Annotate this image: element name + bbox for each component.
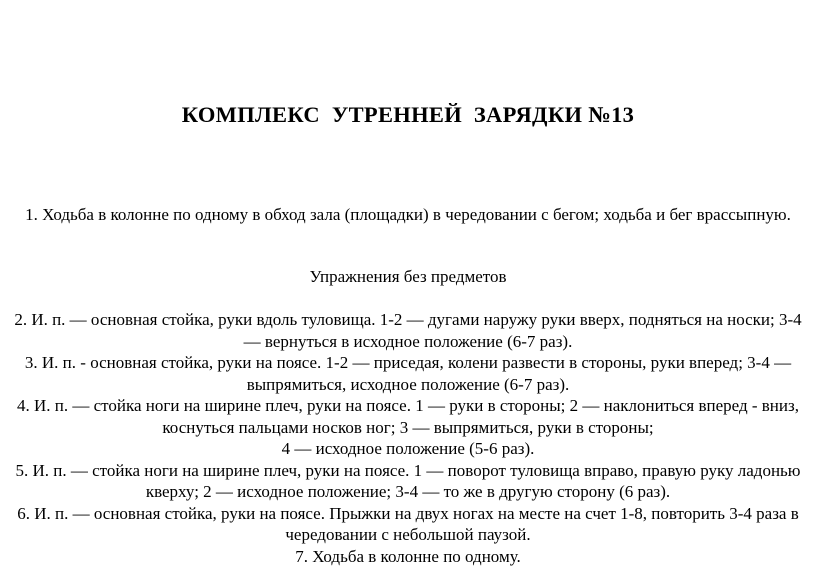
exercise-list xyxy=(8,309,808,567)
exercise-item-7: 7. Ходьба в колонне по одному. xyxy=(8,546,808,567)
section-heading: Упражнения без предметов xyxy=(8,266,808,288)
exercise-item-5: 5. И. п. — стойка ноги на ширине плеч, руки на поясе. 1 — поворот туловища вправо, правую руку ладонью кверху; 2 — исходное положение; 3-4 — то же в другую сторону (6 раз). xyxy=(8,460,808,503)
exercise-item-4: 4. И. п. — стойка ноги на ширине плеч, руки на поясе. 1 — руки в стороны; 2 — наклониться вперед - вниз, коснуться пальцами носков ног; 3 — выпрямиться, руки в стороны; xyxy=(8,395,808,438)
exercise-item-3: 3. И. п. - основная стойка, руки на поясе. 1-2 — приседая, колени развести в стороны, руки вперед; 3-4 — выпрямиться, исходное положение (6-7 раз). xyxy=(8,352,808,395)
exercise-item-2: 2. И. п. — основная стойка, руки вдоль туловища. 1-2 — дугами наружу руки вверх, подняться на носки; 3-4 — вернуться в исходное положение (6-7 раз). xyxy=(8,309,808,352)
intro-exercise: 1. Ходьба в колонне по одному в обход зала (площадки) в чередовании с бегом; ходьба и бег врассыпную. xyxy=(8,204,808,226)
exercise-item-4-continued: 4 — исходное положение (5-6 раз). xyxy=(8,438,808,460)
document-title: КОМПЛЕКС УТРЕННЕЙ ЗАРЯДКИ №13 xyxy=(0,102,816,128)
exercise-item-6: 6. И. п. — основная стойка, руки на поясе. Прыжки на двух ногах на месте на счет 1-8, повторить 3-4 раза в чередовании с небольшой паузой. xyxy=(8,503,808,546)
